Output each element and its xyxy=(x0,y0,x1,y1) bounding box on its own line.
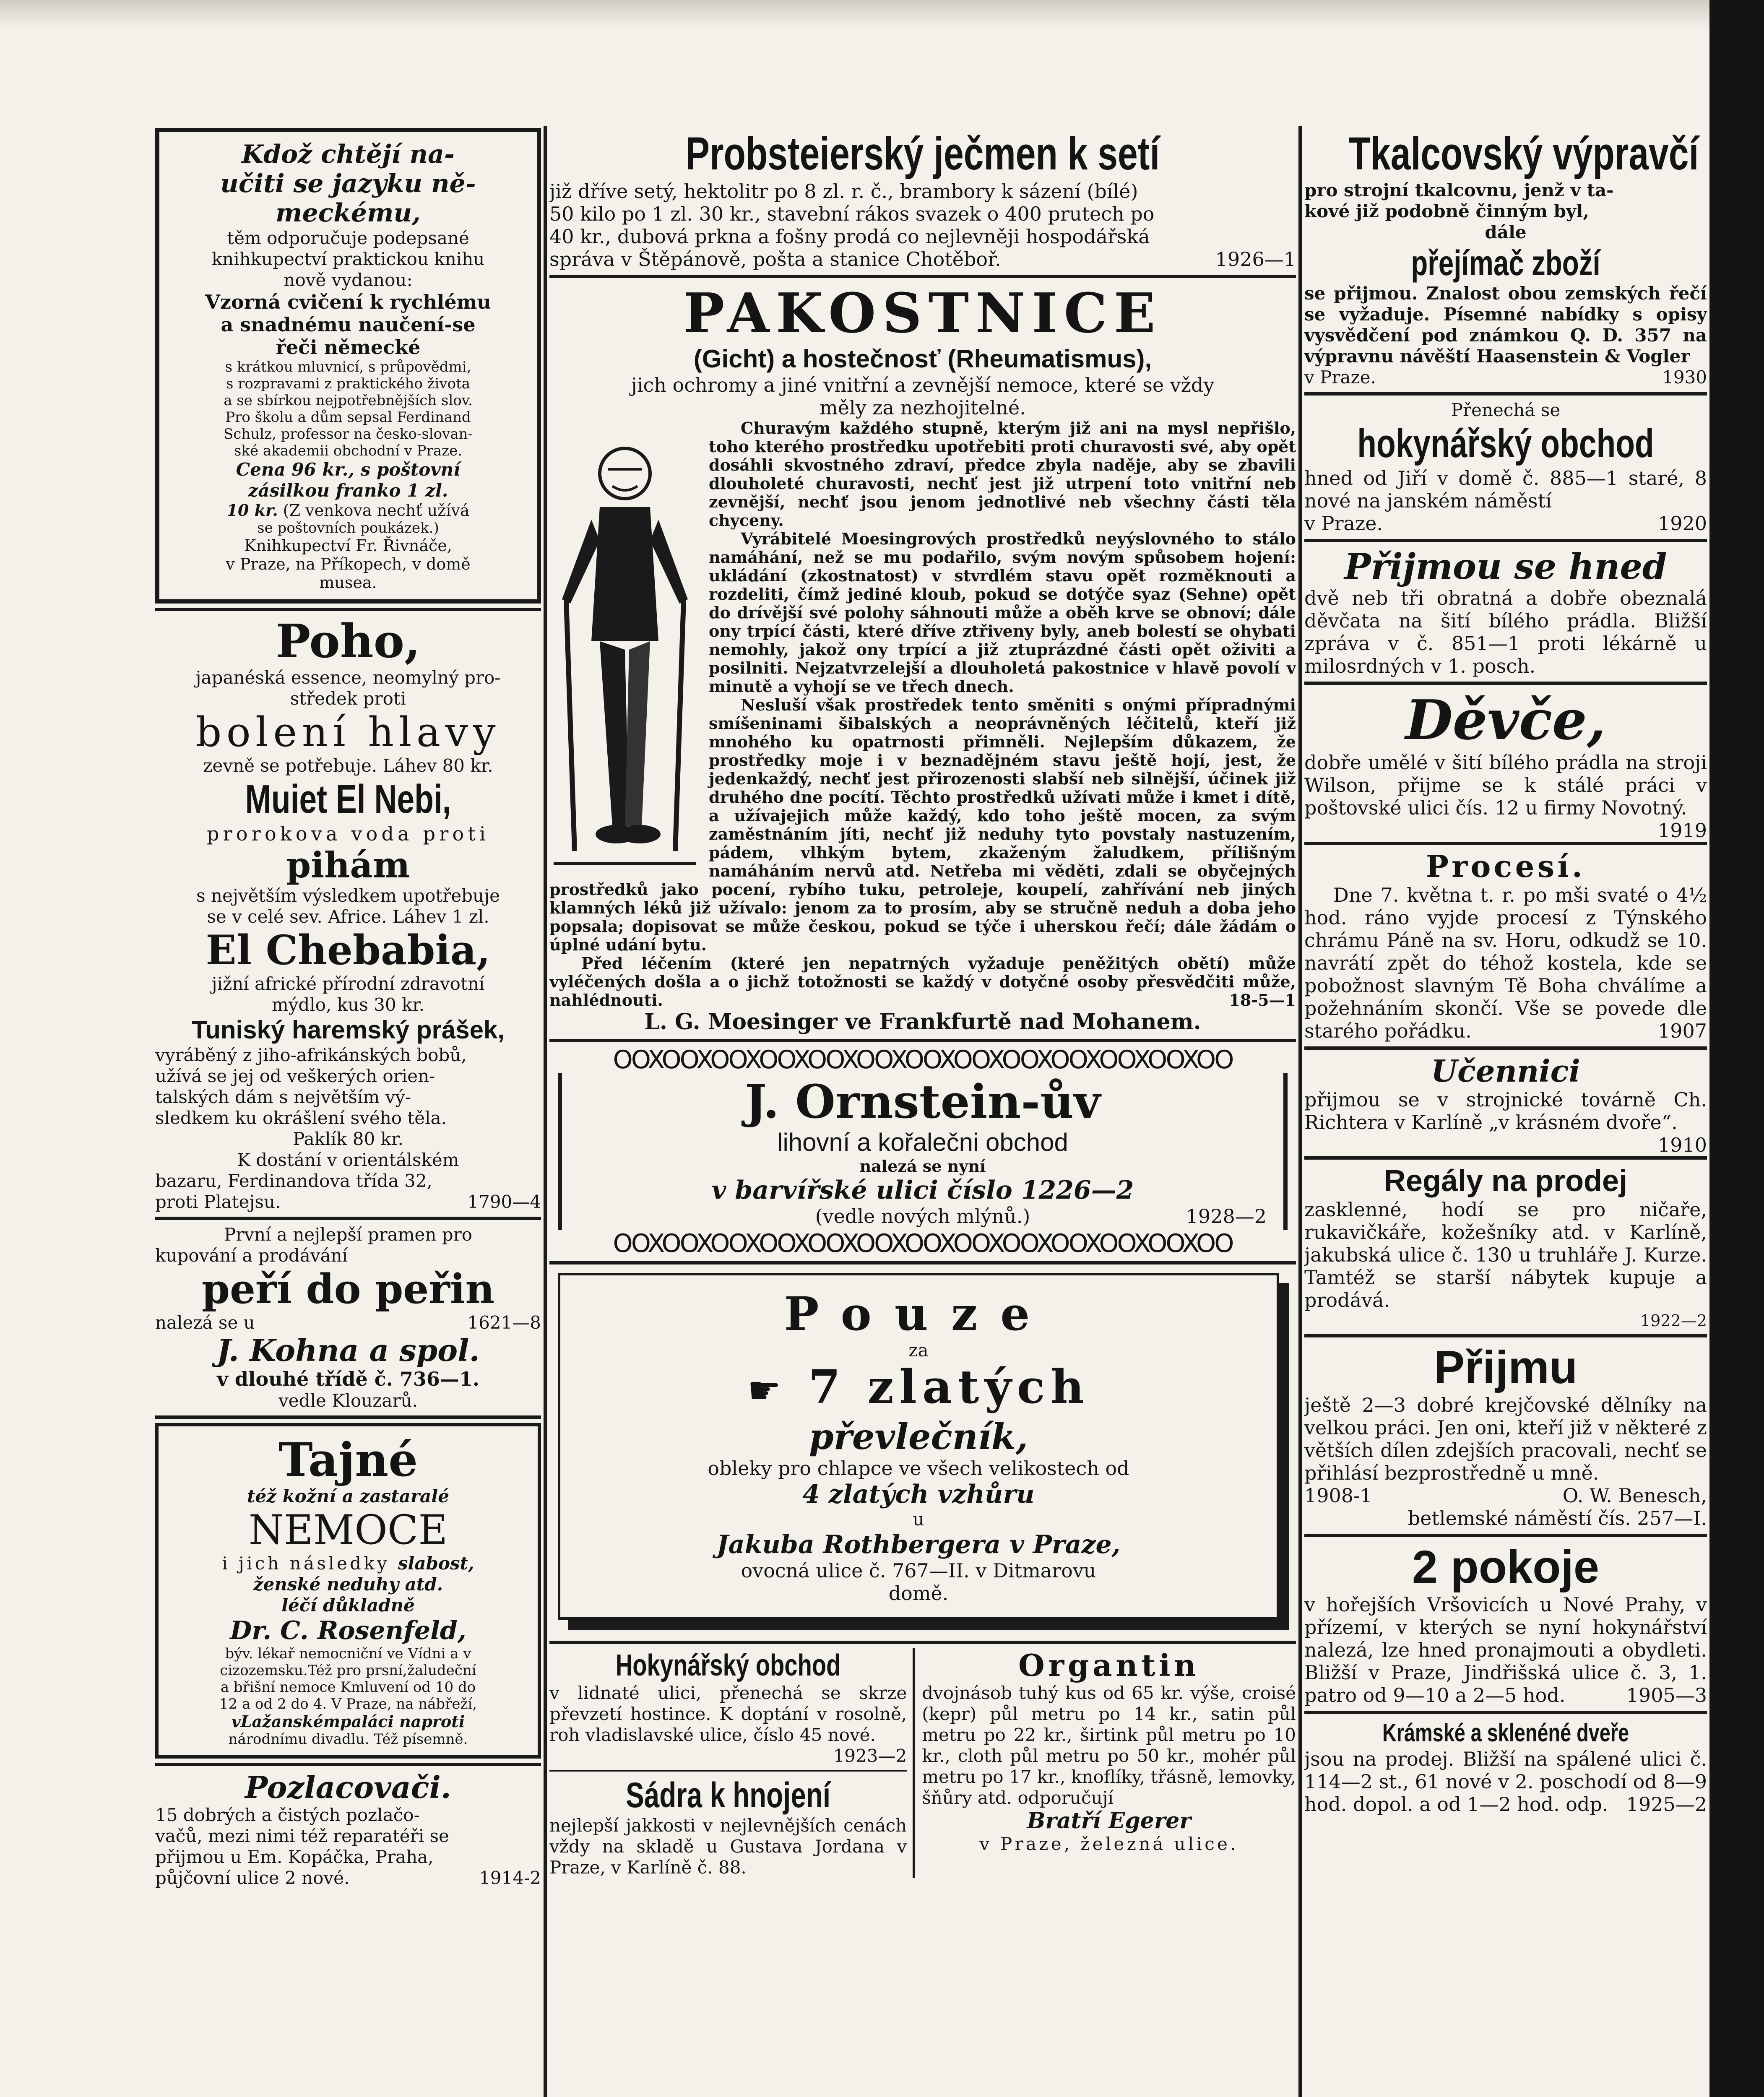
divider xyxy=(1304,539,1707,542)
ad-girl-title: Děvče, xyxy=(1405,688,1606,752)
ad-text: nalezá se nyní xyxy=(859,1157,986,1176)
divider xyxy=(1304,1334,1707,1337)
divider xyxy=(549,1261,1296,1264)
ad-text: obleky pro chlapce ve všech velikostech od xyxy=(708,1457,1129,1480)
divider xyxy=(549,275,1296,278)
ad-book-price: Cena 96 kr., s poštovní xyxy=(236,459,461,480)
ad-text: 50 kilo po 1 zl. 30 kr., stavební rákos svazek o 400 prutech po xyxy=(549,203,1155,225)
ad-text: ovocná ulice č. 767—II. v Ditmarovu xyxy=(741,1559,1096,1582)
ornament-border-bottom: OOXOOXOOXOOXOOXOOXOOXOOXOOXOOXOOXOOXOO xyxy=(613,1230,1233,1257)
ad-book-detail: s rozpravami z praktického života xyxy=(226,375,471,392)
ad-text: v hořejších Vršovicích u Nové Prahy, v přízemí, v kterých se nyní hokynářství nalezá, lze hned pronajmouti a obydleti. Bližší v Praze, Jindřišská ulice č. 3, 1. patro od 9—10 a 2—5 hod. xyxy=(1304,1593,1707,1707)
ad-gout-paragraph: Vyrábitelé Moesingrových prostředků neyýslovného to stálo namáhání, než se mu podařilo, svým novým spůsobem hojení: ukládání (zkostnatost) v stvrdlém stavu opět rozměknouti a rozdeliti, čímž jediné kloub, pokud se dotýče syaz (Sehne) opět do drívější své polohy sáhnouti může a oběh krve se obnoví; dále ony trpící části, které dříve ztřiveny byly, aneb bolestí se ohybati nemohly, jakož ony trpící a již ztuprázdné části opět oživiti a posilniti. Nejzatvrzelejší a dlouholetá pakostnice v hlavě povolí v minutě a vyhojí se ve třech dnech. xyxy=(709,529,1296,696)
ad-text: pro strojní tkalcovnu, jenž v ta- xyxy=(1304,180,1614,200)
ad-overcoats-item: převlečník, xyxy=(809,1416,1028,1458)
divider xyxy=(549,1641,1296,1644)
ad-text: dvě neb tři obratná a dobře obeznalá děvčata na šití bílého prádla. Bližší zpráva v č. 851—1 proti lékárně u milosrdných v 1. posch. xyxy=(1304,587,1707,677)
ad-text: 4 zlatých vzhůru xyxy=(802,1480,1035,1509)
ad-text: domě. xyxy=(888,1582,949,1605)
ad-text: měly za nezhojitelné. xyxy=(820,396,1026,419)
ad-text: talských dám s největším vý- xyxy=(155,1087,411,1107)
ad-text: ženské neduhy atd. xyxy=(253,1574,443,1595)
ad-text: i jich následky xyxy=(222,1553,398,1574)
ad-hiring-girls xyxy=(1304,546,1707,677)
pointing-hand-icon: ☛ xyxy=(747,1369,787,1413)
ad-text: ještě 2—3 dobré krejčovské dělníky na velkou práci. Jen oni, kteří již v některé z větších dílen zdejších pracovali, nechť se přihlásí bezprostředně u mně. xyxy=(1304,1394,1707,1484)
ad-doctor-nemoce: NEMOCE xyxy=(248,1506,448,1553)
ad-text: v Praze. xyxy=(1304,512,1383,535)
ad-text: též kožní a zastaralé xyxy=(247,1486,449,1506)
ad-hiring-title: Přijmou se hned xyxy=(1344,546,1667,587)
ad-apprentices-title: Učennici xyxy=(1431,1053,1580,1089)
ad-code: 1923—2 xyxy=(833,1746,907,1767)
ad-text: přijmou se v strojnické továrně Ch. Richtera v Karlíně „v krásném dvoře“. xyxy=(1304,1088,1707,1134)
ad-book-detail: s krátkou mluvnicí, s průpovědmi, xyxy=(225,359,471,375)
ad-book-detail: se poštovních poukázek.) xyxy=(257,520,439,536)
ad-book-line: knihkupectví praktickou knihu xyxy=(211,249,485,269)
ad-shelves xyxy=(1304,1164,1707,1330)
ad-code: 1922—2 xyxy=(1640,1311,1707,1330)
ad-feathers-title: peří do peřin xyxy=(201,1265,495,1313)
ad-hokynar xyxy=(1304,400,1707,535)
ad-rooms-title: 2 pokoje xyxy=(1412,1541,1600,1593)
ad-text: K dostání v orientálském xyxy=(237,1150,459,1170)
ad-organtin-firm: Bratří Egerer xyxy=(1027,1808,1191,1834)
ad-book-line: těm odporučuje podepsané xyxy=(227,228,469,248)
ad-freckles-title: pihám xyxy=(286,844,410,886)
ad-book-detail: a se sbírkou nejpotřebnějších slov. xyxy=(224,392,473,409)
ad-text: jich ochromy a jiné vnitřní a zevnější nemoce, které se vždy xyxy=(631,374,1215,396)
divider xyxy=(155,1415,541,1419)
ad-chebabia-title: El Chebabia, xyxy=(206,926,491,974)
ad-gout-illustration xyxy=(549,423,700,876)
ornament-border-top: OOXOOXOOXOOXOOXOOXOOXOOXOOXOOXOOXOOXOO xyxy=(613,1046,1233,1073)
ad-powder-title: Tuniský haremský prášek, xyxy=(192,1016,505,1044)
ad-text: vedle Klouzarů. xyxy=(278,1390,418,1411)
ad-text: nejlepší jakkosti v nejlevnějších cenách vždy na skladě u Gustava Jordana v Praze, v Karlíně č. 88. xyxy=(549,1815,907,1878)
divider xyxy=(1304,392,1707,395)
ad-text: za xyxy=(908,1340,929,1361)
small-ads-right xyxy=(915,1648,1296,1878)
page-top-shadow xyxy=(0,0,1764,29)
ad-barley-title: Probsteierský ječmen k setí xyxy=(685,128,1160,180)
ad-text: v dlouhé třídě č. 736—1. xyxy=(217,1368,479,1390)
ad-barley xyxy=(549,128,1296,271)
ad-book-title: řeči německé xyxy=(276,336,421,359)
ad-procession xyxy=(1304,849,1707,1042)
ad-girl-seamstress xyxy=(1304,688,1707,842)
ad-code: 1926—1 xyxy=(1215,248,1296,271)
ad-text: v Praze. xyxy=(1304,367,1376,388)
ad-text: O. W. Benesch, xyxy=(1562,1484,1707,1507)
ad-doctor-title: Tajné xyxy=(278,1433,418,1487)
ad-text: 40 kr., dubová prkna a fošny prodá co nejlevněji hospodářská xyxy=(549,225,1150,248)
ad-text: 12 a od 2 do 4. V Praze, na nábřeží, xyxy=(219,1696,477,1712)
divider xyxy=(1304,1534,1707,1537)
ad-text: dvojnásob tuhý kus od 65 kr. výše, croisé (kepr) půl metru po 14 kr., satin půl metru po 22 kr., širtink půl metru po 10 kr., cloth půl metru po 50 kr., mohér půl metru po 17 kr., knoflíky, třásně, lemovky, šňůry atd. odporučují xyxy=(922,1683,1296,1808)
ad-text: užívá se jej od veškerých orien- xyxy=(155,1066,435,1086)
ad-text: betlemské náměstí čís. 257—I. xyxy=(1408,1507,1707,1530)
ad-tailors-title: Přijmu xyxy=(1434,1342,1578,1393)
ad-book-seller: v Praze, na Příkopech, v domě xyxy=(226,555,471,573)
ad-text: u xyxy=(913,1509,924,1530)
ad-text: kové již podobně činným byl, xyxy=(1304,201,1589,221)
ad-text: 15 dobrých a čistých pozlačo- xyxy=(155,1805,420,1825)
ad-gout-remedy xyxy=(549,282,1296,1035)
ad-book-seller: Knihkupectví Fr. Řivnáče, xyxy=(244,536,452,555)
ad-gout-paragraph: Churavým každého stupně, kterým již ani na mysl nepřišlo, toho kterého prostředku upotřebiti proti churavosti své, aby opět dosáhli skvostného zdraví, předce zbyla naděje, aby se zbavili dlouholeté churavosti, nechť jest již utrpení toto vnitřní neb zevnější, nechť jsou jenom jednotlivé neb všechny části těla chyceny. xyxy=(709,419,1296,530)
ad-text: Přenechá se xyxy=(1451,400,1561,420)
ad-text: a břišní nemoce Kmluvení od 10 do xyxy=(220,1679,476,1696)
ad-code: 1621—8 xyxy=(467,1312,541,1333)
ad-muiet-title: Muiet El Nebi, xyxy=(245,777,451,822)
ad-shop-doors-title: Krámské a sklenéné dveře xyxy=(1382,1719,1629,1747)
ad-ornstein-address: v barvířské ulici číslo 1226—2 xyxy=(711,1176,1134,1205)
ad-german-book xyxy=(155,128,541,604)
ad-book-heading-3: meckému, xyxy=(276,198,421,228)
ad-feathers xyxy=(155,1224,541,1411)
ad-code: 1908-1 xyxy=(1304,1484,1372,1507)
ad-text: v lidnaté ulici, přenechá se skrze převzetí hostince. K doptání v rosolně, roh vladislavské ulice, číslo 45 nové. xyxy=(549,1683,907,1746)
small-ads-left xyxy=(549,1648,915,1878)
ad-book-price: zásilkou franko 1 zl. xyxy=(248,480,448,501)
ad-book-seller: musea. xyxy=(319,573,377,592)
ad-text: hned od Jiří v domě č. 885—1 staré, 8 nové na janském náměstí xyxy=(1304,467,1707,512)
page-right-edge xyxy=(1709,0,1764,2097)
ad-book-detail: (Z venkova nechť užívá xyxy=(278,501,470,520)
ad-gout-signature: L. G. Moesinger ve Frankfurtě nad Mohanem. xyxy=(644,1009,1201,1035)
ad-gout-title: PAKOSTNICE xyxy=(683,281,1162,345)
ad-text: První a nejlepší pramen pro xyxy=(224,1224,473,1245)
ad-code: 1910 xyxy=(1657,1134,1707,1156)
ad-text: správa v Štěpánově, pošta a stanice Chotěboř. xyxy=(549,248,1001,271)
ad-procession-title: Procesí. xyxy=(1426,848,1586,884)
ad-hokynar-title: hokynářský obchod xyxy=(1357,421,1654,466)
ad-text: zasklenné, hodí se pro ničaře, rukavičkáře, kožešníky atd. v Karlíně, jakubská ulice č. 130 u truhláře J. Kurze. Tamtéž se starší nábytek kupuje a prodává. xyxy=(1304,1198,1707,1311)
ad-book-detail: ské akademii obchodní v Praze. xyxy=(234,442,463,459)
ad-code: 1925—2 xyxy=(1626,1793,1707,1816)
ad-text: kupování a prodávání xyxy=(155,1245,348,1266)
ad-text: nalezá se u xyxy=(155,1312,255,1333)
divider xyxy=(155,608,541,611)
ad-book-title: a snadnému naučení-se xyxy=(221,313,476,336)
ad-text: bazaru, Ferdinandova třída 32, xyxy=(155,1171,432,1191)
ad-text: prorokova voda proti xyxy=(207,822,489,845)
ad-book-line: nově vydanou: xyxy=(284,270,413,290)
ad-code: 1907 xyxy=(1657,1020,1707,1042)
divider xyxy=(1304,1711,1707,1714)
ad-book-heading-2: učiti se jazyku ně- xyxy=(220,169,476,198)
ad-code: 1930 xyxy=(1662,367,1707,388)
ad-oriental-remedies xyxy=(155,615,541,1212)
ad-text: vLažanskémpaláci naproti xyxy=(231,1712,465,1731)
ad-book-price: 10 kr. xyxy=(226,501,278,520)
ad-code: 1790—4 xyxy=(467,1192,541,1212)
column-right xyxy=(1304,128,1707,2097)
ad-text: dobře umělé v šití bílého prádla na stroji Wilson, přijme se k stálé práci v poštovské ulici čís. 12 u firmy Novotný. xyxy=(1304,751,1707,819)
ad-text: býv. lékař nemocniční ve Vídni a v xyxy=(225,1645,471,1662)
divider xyxy=(549,1039,1296,1042)
ad-text: s největším výsledkem upotřebuje xyxy=(196,885,500,906)
divider xyxy=(155,1763,541,1766)
ad-overcoats-price: 7 zlatých xyxy=(808,1360,1090,1414)
ad-text: se přijmou. Znalost obou zemských řečí se vyžaduje. Písemné nabídky s opisy vysvědčení pod známkou Q. D. 357 na výpravnu návěští Haasenstein & Vogler xyxy=(1304,283,1707,367)
ad-text: národnímu divadlu. Též písemně. xyxy=(228,1731,468,1748)
ad-code: 1928—2 xyxy=(1186,1205,1267,1228)
ad-doctor-name: Dr. C. Rosenfeld, xyxy=(230,1616,466,1645)
divider xyxy=(1304,682,1707,685)
ad-code: 18-5—1 xyxy=(1229,991,1296,1009)
ad-doctor xyxy=(155,1423,541,1759)
ad-gout-paragraph: Před léčením (které jen nepatrných vyžaduje peněžitých obětí) může vyléčených došla a o jichž totožnosti se každý v dotyčné osoby přesvědčiti může, nahlédnouti. xyxy=(549,954,1296,1009)
ad-text: léčí důkladně xyxy=(281,1595,415,1616)
ad-overcoats xyxy=(558,1273,1279,1620)
ad-weaver xyxy=(1304,128,1707,388)
ad-code: 1920 xyxy=(1657,512,1707,535)
ad-shop-doors xyxy=(1304,1718,1707,1816)
ad-text: v Praze, železná ulice. xyxy=(979,1834,1238,1855)
small-ads-row xyxy=(549,1648,1296,1878)
ad-book-detail: Pro školu a dům sepsal Ferdinand xyxy=(225,409,471,426)
ad-code: 1905—3 xyxy=(1626,1684,1707,1707)
ad-feathers-firm: J. Kohna a spol. xyxy=(216,1332,480,1368)
divider xyxy=(1304,842,1707,845)
ad-text: lihovní a kořalečni obchod xyxy=(777,1128,1068,1156)
ad-headache-title: bolení hlavy xyxy=(195,709,501,756)
ad-ornstein-title: J. Ornstein-ův xyxy=(745,1075,1101,1129)
ad-gilders-title: Pozlacovači. xyxy=(245,1769,451,1805)
ad-rooms xyxy=(1304,1541,1707,1707)
ad-grocery-title: Hokynářský obchod xyxy=(615,1649,841,1683)
ad-poho-title: Poho, xyxy=(276,614,421,668)
ad-shelves-title: Regály na prodej xyxy=(1384,1164,1628,1198)
ad-overcoats-firm: Jakuba Rothbergera v Praze, xyxy=(716,1530,1121,1560)
column-left xyxy=(155,128,541,2097)
ad-gypsum-title: Sádra k hnojení xyxy=(626,1775,831,1815)
ad-text: cizozemsku.Též pro prsní,žaludeční xyxy=(220,1662,476,1679)
ad-text: jižní africké přírodní zdravotní xyxy=(211,973,485,994)
ad-text: dále xyxy=(1485,222,1527,242)
ad-text: vačů, mezi nimi též reparatéři se xyxy=(155,1826,449,1846)
ad-text: Paklík 80 kr. xyxy=(293,1129,403,1149)
ad-book-detail: Schulz, professor na česko-slovan- xyxy=(224,426,473,442)
ad-text: mýdlo, kus 30 kr. xyxy=(271,994,425,1015)
ad-text: zevně se potřebuje. Láhev 80 kr. xyxy=(203,755,493,776)
ad-code: 1914-2 xyxy=(479,1868,541,1888)
ad-text: půjčovní ulice 2 nové. xyxy=(155,1868,350,1888)
column-middle xyxy=(549,128,1296,2097)
ad-text: přijmou u Em. Kopáčka, Praha, xyxy=(155,1847,434,1867)
ad-book-title: Vzorná cvičení k rychlému xyxy=(205,291,491,313)
divider xyxy=(1304,1156,1707,1160)
ad-text: středek proti xyxy=(290,688,406,709)
ad-gilders xyxy=(155,1770,541,1889)
ad-text: Dne 7. května t. r. po mši svaté o 4½ hod. ráno vyjde procesí z Týnského chrámu Páně na sv. Horu, odkudž se 10. navrátí zpět do téhož kostela, kde se pobožnost slavným Tě Boha chválíme a požehnáním skončí. Vše se povede dle starého pořádku. xyxy=(1304,884,1707,1042)
ad-tailors xyxy=(1304,1342,1707,1530)
ad-text: japanéská essence, neomylný pro- xyxy=(195,667,501,688)
ad-text: jsou na prodej. Bližší na spálené ulici č. 114—2 st., 61 nové v 2. poschodí od 8—9 hod. dopol. a od 1—2 hod. odp. xyxy=(1304,1748,1707,1816)
ad-text: sledkem ku okrášlení svého těla. xyxy=(155,1108,447,1128)
ad-ornstein xyxy=(549,1046,1296,1257)
ad-text: proti Platejsu. xyxy=(155,1192,281,1212)
divider xyxy=(155,1217,541,1220)
ad-text: vyráběný z jiho-afrikánských bobů, xyxy=(155,1045,467,1065)
column-rule-2 xyxy=(1298,126,1302,2097)
divider xyxy=(549,1770,907,1772)
ad-weaver-title: Tkalcovský výpravčí xyxy=(1348,128,1699,180)
ad-code: 1919 xyxy=(1657,819,1707,842)
column-rule-1 xyxy=(544,126,547,2097)
ad-weaver-subtitle: přejímač zboží xyxy=(1411,243,1600,283)
ad-text: slabost, xyxy=(398,1553,474,1574)
ad-gout-subtitle: (Gicht) a hostečnosť (Rheumatismus), xyxy=(693,345,1152,373)
ad-text: se v celé sev. Africe. Láhev 1 zl. xyxy=(207,906,489,927)
ad-overcoats-title: Pouze xyxy=(784,1287,1053,1341)
ad-book-heading-1: Kdož chtějí na- xyxy=(242,140,455,169)
ad-text: již dříve setý, hektolitr po 8 zl. r. č., brambory k sázení (bílé) xyxy=(549,180,1138,203)
divider xyxy=(1304,1046,1707,1050)
ad-organtin-title: Organtin xyxy=(1018,1647,1200,1683)
ad-text: (vedle nových mlýnů.) xyxy=(815,1205,1030,1228)
ad-apprentices xyxy=(1304,1053,1707,1156)
ad-gout-paragraph: Nesluší však prostředek tento směniti s onými přípradnými smíšeninami šibalských a neoprávněných léčitelů, kteří již mnohého ku opatrnosti přimněli. Nejlepším důkazem, že prostředky moje i v beznadějném stavu ještě hojí, jest, že jedenkaždý, nechť jest přirozenosti slabší neb silnější, účinek již druhého dne pocítí. Těchto prostředků užívati může i kmet i dítě, a užívajejich může každý, kdo toho ještě mocen, za svým zaměstnáním jíti, nechť již neduhy tyto povstaly nastuzením, pádem, vlhkým bytem, zkaženým žaludkem, přílišným namáháním nervů atd. Netřeba mi věděti, zdali se obyčejných prostředků jako pocení, rybího tuku, petroleje, koupelí, zahřívání neb jiných klamných léků již užívalo: jenom za to prosím, aby se stručně neduh a doba jeho popsala; dopisovat se může českou, pokud se týče i uherskou řečí; dále žádám o úplné udání bytu. xyxy=(549,695,1296,954)
